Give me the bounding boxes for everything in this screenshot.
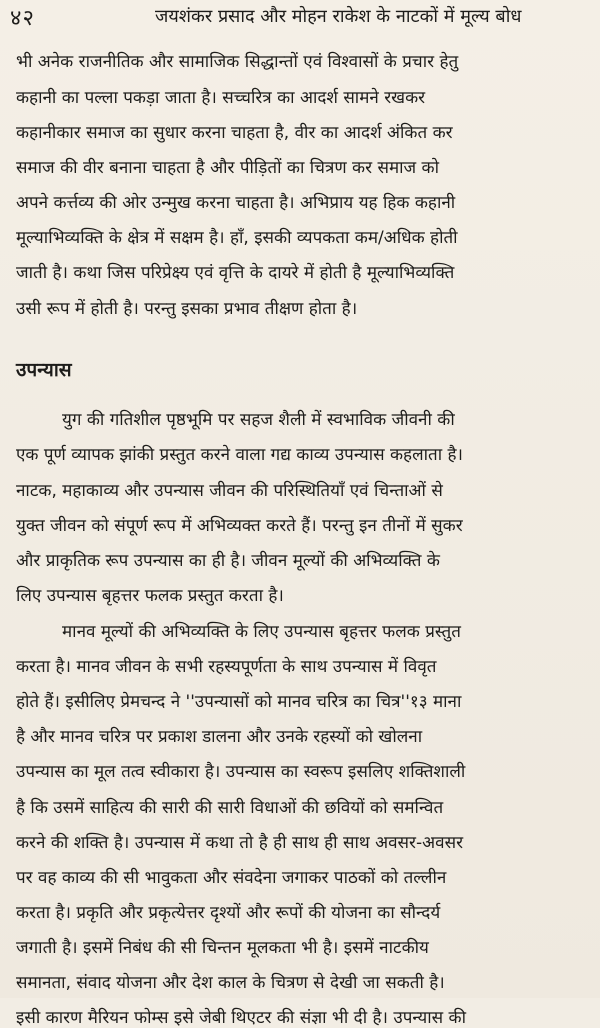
- paragraph-2-line-6: लिए उपन्यास बृहत्तर फलक प्रस्तुत करता है।: [16, 586, 284, 606]
- paragraph-1-line-4: समाज की वीर बनाना चाहता है और पीड़ितों का चित्रण कर समाज को: [16, 158, 439, 178]
- paragraph-3-line-4: है और मानव चरित्र पर प्रकाश डालना और उनके रहस्यों को खोलना: [16, 727, 423, 747]
- paragraph-3-line-6: है कि उसमें साहित्य की सारी की सारी विधाओं की छवियों को समन्वित: [16, 798, 444, 818]
- page-number: ४२: [10, 6, 35, 31]
- paragraph-3-line-5: उपन्यास का मूल तत्व स्वीकारा है। उपन्यास का स्वरूप इसलिए शक्तिशाली: [16, 762, 466, 782]
- paragraph-3-line-7: करने की शक्ति है। उपन्यास में कथा तो है ही साथ ही साथ अवसर-अवसर: [16, 833, 464, 853]
- paragraph-1-line-5: अपने कर्त्तव्य की ओर उन्मुख करना चाहता है। अभिप्राय यह हिक कहानी: [16, 193, 456, 213]
- paragraph-3-line-9: करता है। प्रकृति और प्रकृत्येत्तर दृश्यों और रूपों की योजना का सौन्दर्य: [16, 903, 441, 923]
- paragraph-2-line-1: युग की गतिशील पृष्ठभूमि पर सहज शैली में स्वभाविक जीवनी की: [62, 410, 455, 430]
- paragraph-2-line-3: नाटक, महाकाव्य और उपन्यास जीवन की परिस्थितियाँ एवं चिन्ताओं से: [16, 481, 443, 501]
- section-heading: उपन्यास: [16, 359, 72, 381]
- paragraph-2-line-2: एक पूर्ण व्यापक झांकी प्रस्तुत करने वाला गद्य काव्य उपन्यास कहलाता है।: [16, 445, 463, 465]
- paragraph-2-line-4: युक्त जीवन को संपूर्ण रूप में अभिव्यक्त करते हैं। परन्तु इन तीनों में सुकर: [16, 516, 463, 536]
- paragraph-1-line-1: भी अनेक राजनीतिक और सामाजिक सिद्धान्तों एवं विश्वासों के प्रचार हेतु: [16, 52, 459, 72]
- paragraph-3-line-1: मानव मूल्यों की अभिव्यक्ति के लिए उपन्यास बृहत्तर फलक प्रस्तुत: [62, 622, 461, 642]
- paragraph-1-line-2: कहानी का पल्ला पकड़ा जाता है। सच्चरित्र का आदर्श सामने रखकर: [16, 88, 426, 108]
- page-header: [0, 0, 600, 44]
- paragraph-1-line-7: जाती है। कथा जिस परिप्रेक्ष्य एवं वृत्ति के दायरे में होती है मूल्याभिव्यक्ति: [16, 263, 455, 283]
- paragraph-1-line-3: कहानीकार समाज का सुधार करना चाहता है, वीर का आदर्श अंकित कर: [16, 123, 453, 143]
- running-title: जयशंकर प्रसाद और मोहन राकेश के नाटकों में मूल्य बोध: [155, 6, 522, 27]
- paragraph-3-line-11: समानता, संवाद योजना और देश काल के चित्रण से देखी जा सकती है।: [16, 973, 445, 993]
- paragraph-3-line-2: करता है। मानव जीवन के सभी रहस्यपूर्णता के साथ उपन्यास में विवृत: [16, 657, 437, 677]
- paragraph-1-line-8: उसी रूप में होती है। परन्तु इसका प्रभाव तीक्षण होता है।: [16, 299, 358, 319]
- paragraph-2-line-5: और प्राकृतिक रूप उपन्यास का ही है। जीवन मूल्यों की अभिव्यक्ति के: [16, 551, 440, 571]
- paragraph-3-line-12: इसी कारण मैरियन फोम्स इसे जेबी थिएटर की संज्ञा भी दी है। उपन्यास की: [16, 1008, 466, 1028]
- paragraph-1-line-6: मूल्याभिव्यक्ति के क्षेत्र में सक्षम है। हाँ, इसकी व्यपकता कम/अधिक होती: [16, 228, 458, 248]
- paragraph-3-line-3: होते हैं। इसीलिए प्रेमचन्द ने ''उपन्यासों को मानव चरित्र का चित्र''१३ माना: [16, 692, 462, 712]
- paragraph-3-line-8: पर वह काव्य की सी भावुकता और संवदेना जगाकर पाठकों को तल्लीन: [16, 868, 447, 888]
- paragraph-3-line-10: जगाती है। इसमें निबंध की सी चिन्तन मूलकता भी है। इसमें नाटकीय: [16, 938, 429, 958]
